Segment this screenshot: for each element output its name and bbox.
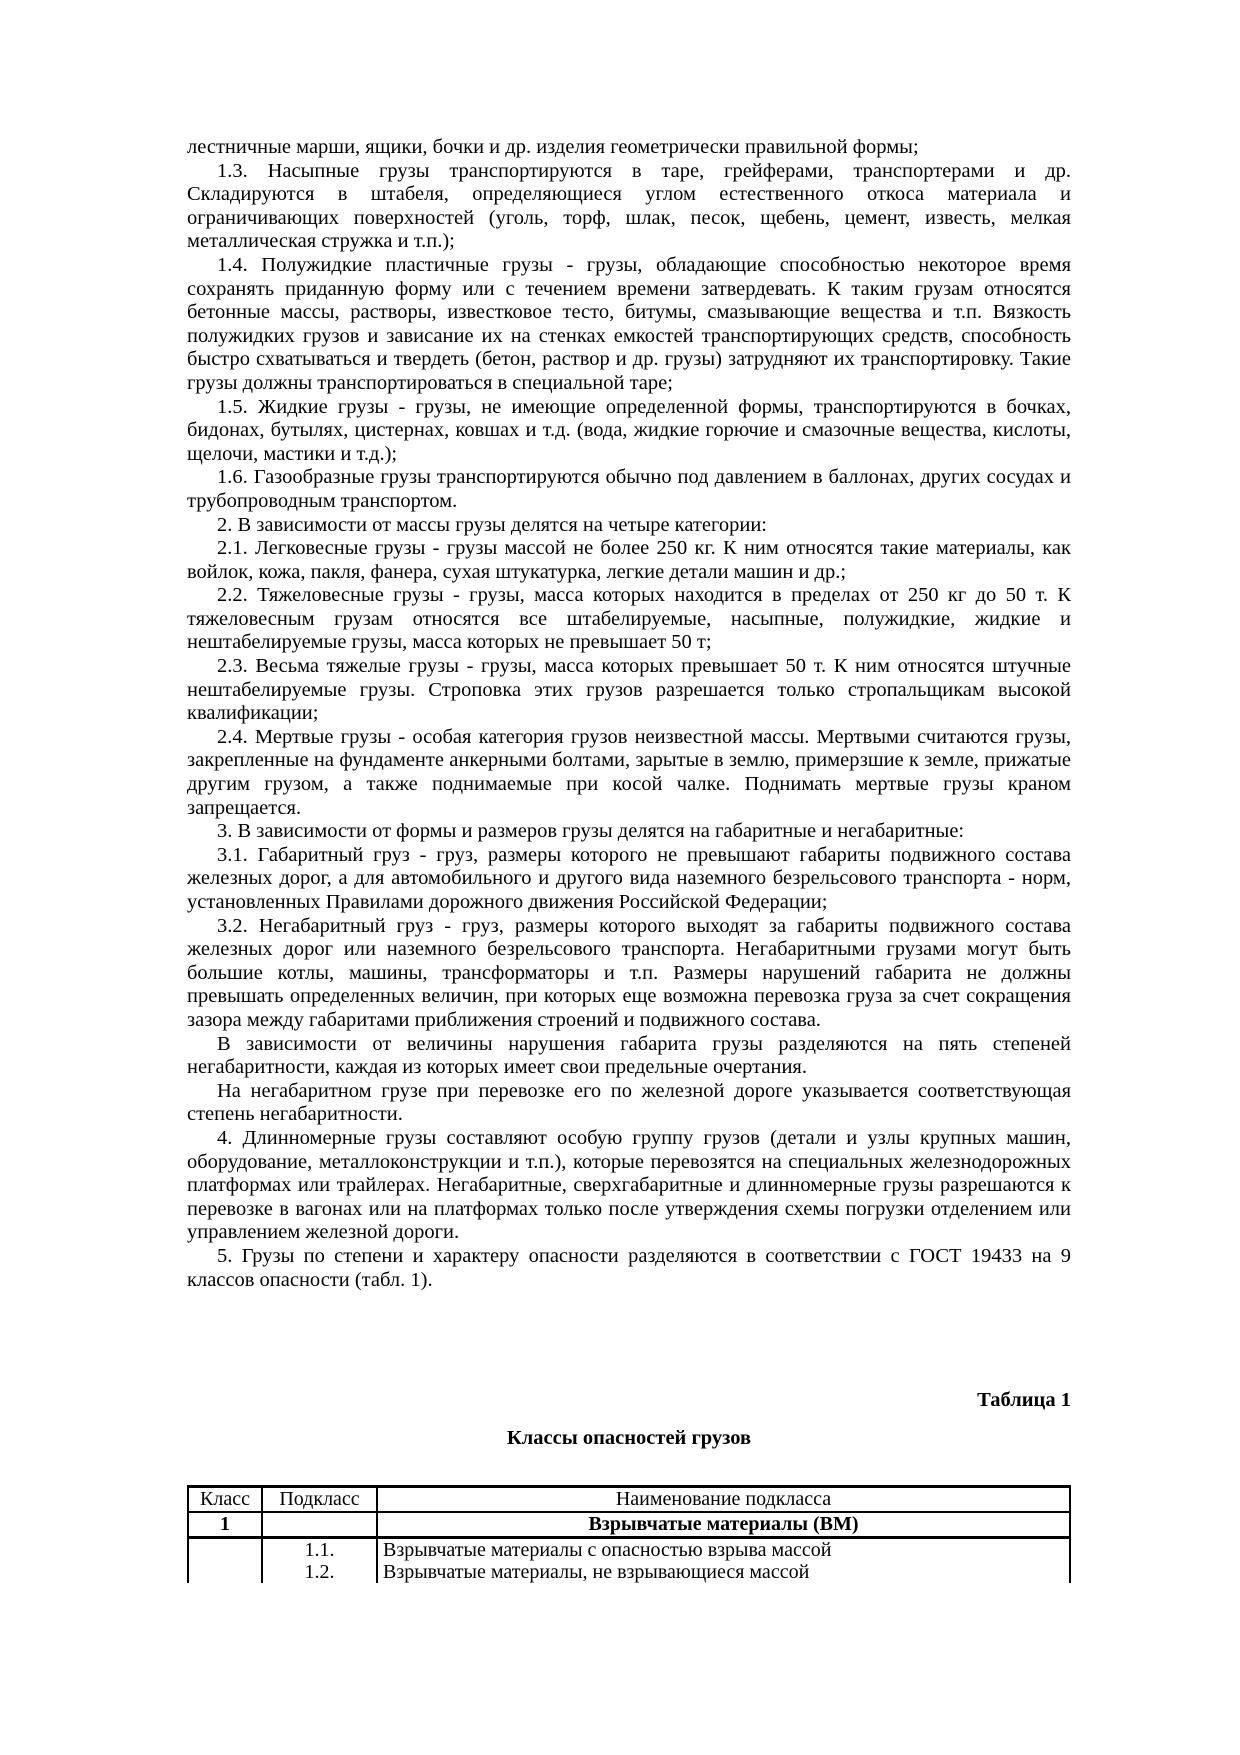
paragraph: В зависимости от величины нарушения габарита грузы разделяются на пять степеней негабаритности, каждая из которых имеет свои предельные очертания. bbox=[187, 1032, 1071, 1079]
paragraph: 2.2. Тяжеловесные грузы - грузы, масса которых находится в пределах от 250 кг до 50 т. К тяжеловесным грузам относятся все штабелируемые, насыпные, полужидкие, жидкие и нештабелируемые грузы, масса которых не превышает 50 т; bbox=[187, 584, 1071, 654]
paragraph: 3.2. Негабаритный груз - груз, размеры которого выходят за габариты подвижного состава железных дорог или наземного безрельсового транспорта. Негабаритными грузами могут быть большие котлы, машины, трансформаторы и т.п. Размеры нарушений габарита не должны превышать определенных величин, при которых еще возможна перевозка груза за счет сокращения зазора между габаритами приближения строений и подвижного состава. bbox=[187, 914, 1071, 1031]
paragraph: 4. Длинномерные грузы составляют особую группу грузов (детали и узлы крупных машин, оборудование, металлоконструкции и т.п.), которые перевозятся на специальных железнодорожных платформах или трайлерах. Негабаритные, сверхгабаритные и длинномерные грузы разрешаются к перевозке в вагонах или на платформах только после утверждения схемы погрузки отделением или управлением железной дороги. bbox=[187, 1126, 1071, 1244]
hazard-classes-table bbox=[187, 1485, 1071, 1583]
column-header: Наименование подкласса bbox=[377, 1487, 1070, 1512]
cell-name: Взрывчатые материалы (ВМ) bbox=[377, 1512, 1070, 1538]
paragraph: 2.1. Легковесные грузы - грузы массой не более 250 кг. К ним относятся такие материалы, как войлок, кожа, пакля, фанера, сухая штукатурка, легкие детали машин и др.; bbox=[187, 537, 1071, 583]
column-header: Подкласс bbox=[262, 1487, 377, 1512]
cell-subclass: 1.2. bbox=[262, 1561, 377, 1583]
paragraph: 2. В зависимости от массы грузы делятся на четыре категории: bbox=[217, 513, 767, 536]
table-label: Таблица 1 bbox=[977, 1389, 1071, 1411]
paragraph: 1.4. Полужидкие пластичные грузы - грузы, обладающие способностью некоторое время сохранять приданную форму или с течением времени затвердевать. К таким грузам относятся бетонные массы, растворы, известковое тесто, битумы, смазывающие вещества и т.п. Вязкость полужидких грузов и зависание их на стенках емкостей транспортирующих средств, способность быстро схватываться и твердеть (бетон, раствор и др. грузы) затрудняют их транспортировку. Такие грузы должны транспортироваться в специальной таре; bbox=[187, 253, 1071, 394]
paragraph: 1.3. Насыпные грузы транспортируются в таре, грейферами, транспортерами и др. Складируются в штабеля, определяющиеся углом естественного откоса материала и ограничивающих поверхностей (уголь, торф, шлак, песок, щебень, цемент, известь, мелкая металлическая стружка и т.п.); bbox=[187, 159, 1071, 253]
paragraph: 5. Грузы по степени и характеру опасности разделяются в соответствии с ГОСТ 19433 на 9 классов опасности (табл. 1). bbox=[187, 1244, 1071, 1291]
paragraph: лестничные марши, ящики, бочки и др. изделия геометрически правильной формы; bbox=[187, 136, 919, 158]
table-header-row bbox=[188, 1487, 1070, 1512]
paragraph: 2.3. Весьма тяжелые грузы - грузы, масса которых превышает 50 т. К ним относятся штучные нештабелируемые грузы. Строповка этих грузов разрешается только стропальщикам высокой квалификации; bbox=[187, 655, 1071, 725]
column-header: Класс bbox=[188, 1487, 262, 1512]
cell-name: Взрывчатые материалы с опасностью взрыва массой bbox=[377, 1538, 1070, 1562]
cell-subclass: 1.1. bbox=[262, 1538, 377, 1562]
paragraph: 1.6. Газообразные грузы транспортируются обычно под давлением в баллонах, других сосудах и трубопроводным транспортом. bbox=[187, 466, 1071, 512]
paragraph: 3.1. Габаритный груз - груз, размеры которого не превышают габариты подвижного состава железных дорог, а для автомобильного и другого вида наземного безрельсового транспорта - норм, установленных Правилами дорожного движения Российской Федерации; bbox=[187, 843, 1071, 913]
paragraph: 2.4. Мертвые грузы - особая категория грузов неизвестной массы. Мертвыми считаются грузы, закрепленные на фундаменте анкерными болтами, зарытые в землю, примерзшие к земле, прижатые другим грузом, а также поднимаемые при косой чалке. Поднимать мертвые грузы краном запрещается. bbox=[187, 725, 1071, 819]
table-title: Классы опасностей грузов bbox=[506, 1427, 752, 1449]
paragraph: На негабаритном грузе при перевозке его по железной дороге указывается соответствующая степень негабаритности. bbox=[187, 1079, 1071, 1126]
cell-subclass bbox=[262, 1512, 377, 1538]
paragraph: 3. В зависимости от формы и размеров грузы делятся на габаритные и негабаритные: bbox=[217, 820, 965, 843]
cell-name: Взрывчатые материалы, не взрывающиеся массой bbox=[377, 1561, 1070, 1583]
paragraph: 1.5. Жидкие грузы - грузы, не имеющие определенной формы, транспортируются в бочках, бидонах, бутылях, цистернах, ковшах и т.д. (вода, жидкие горючие и смазочные вещества, кислоты, щелочи, мастики и т.д.); bbox=[187, 395, 1071, 465]
table-row bbox=[188, 1538, 1070, 1562]
cell-class bbox=[188, 1538, 262, 1562]
table-row bbox=[188, 1561, 1070, 1583]
table-row bbox=[188, 1512, 1070, 1538]
body-text bbox=[187, 136, 1071, 1292]
cell-class: 1 bbox=[188, 1512, 262, 1538]
cell-class bbox=[188, 1561, 262, 1583]
